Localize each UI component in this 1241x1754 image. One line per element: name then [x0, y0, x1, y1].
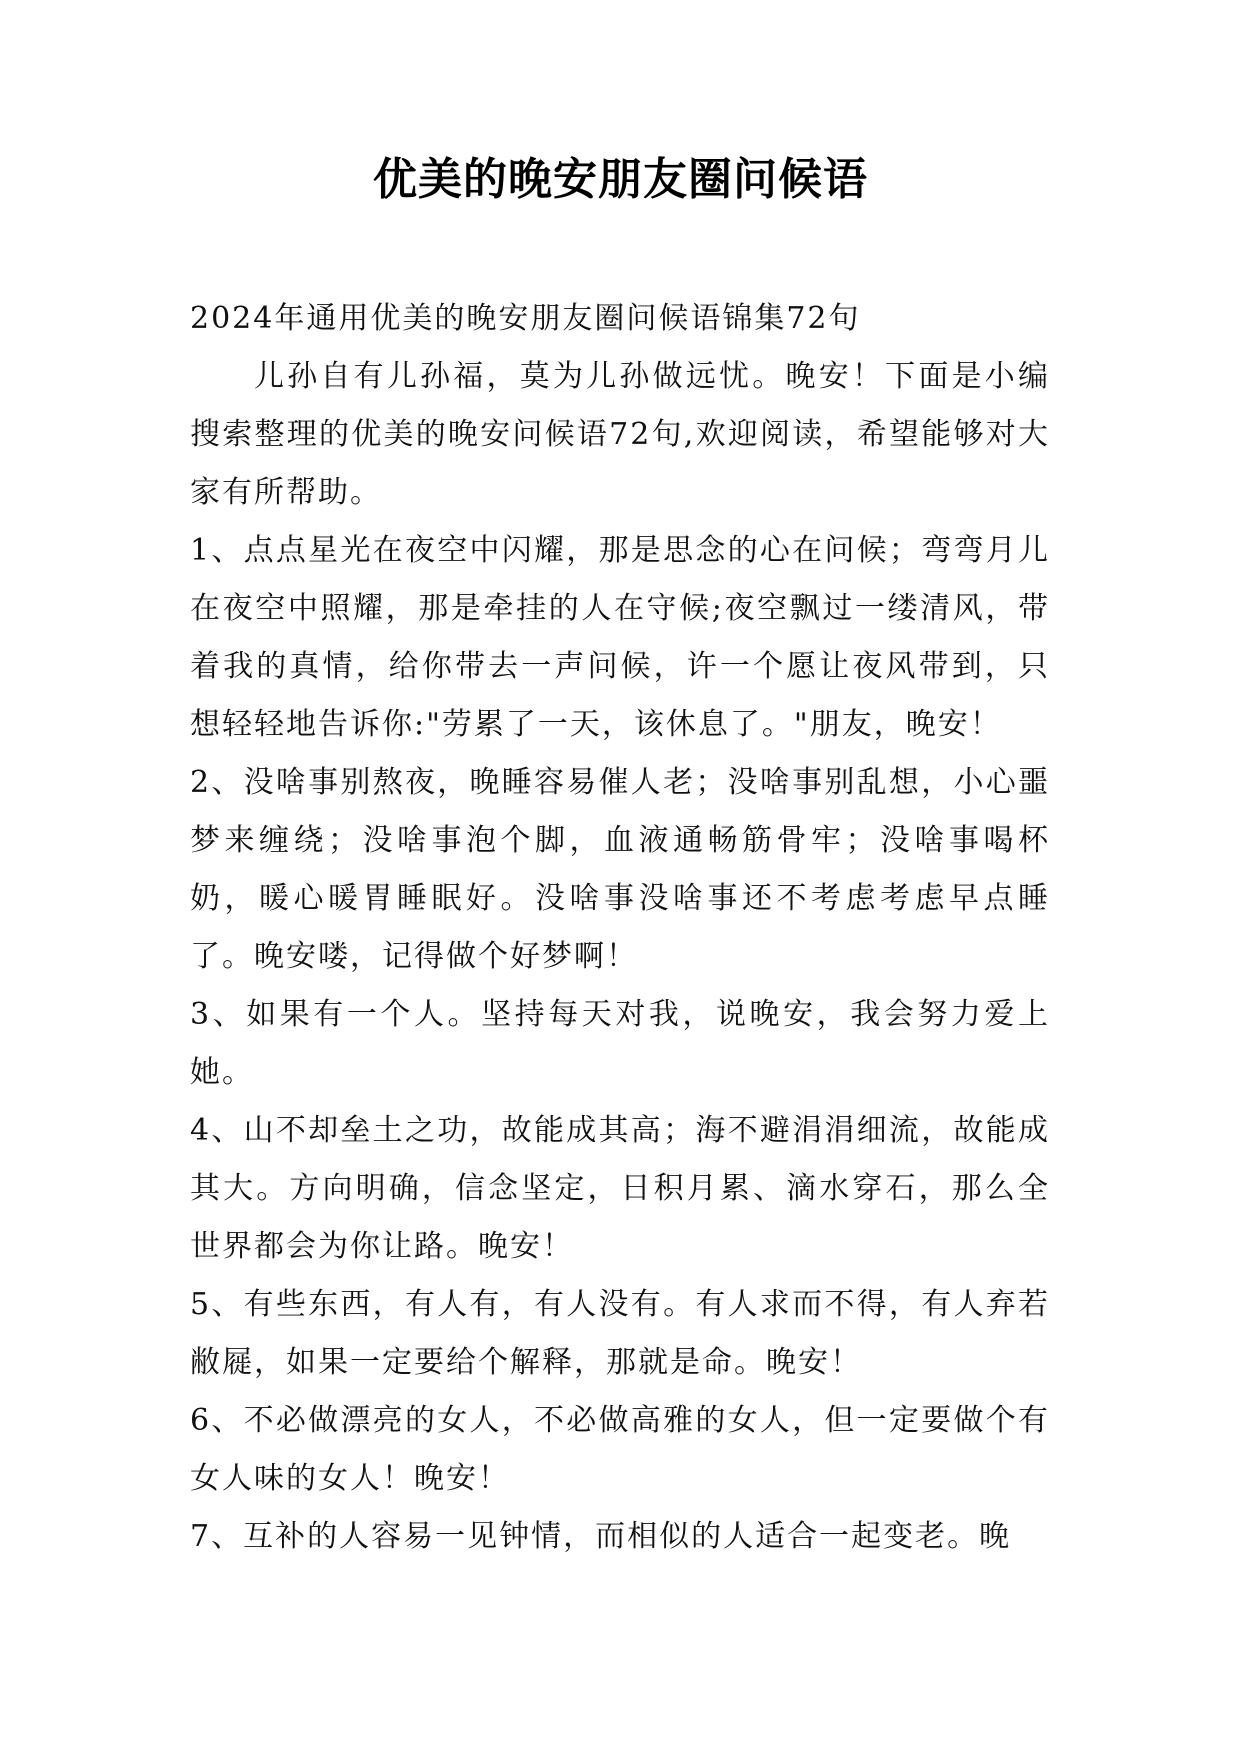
- list-item: 1、点点星光在夜空中闪耀，那是思念的心在问候；弯弯月儿在夜空中照耀，那是牵挂的人在守候;夜空飘过一缕清风，带着我的真情，给你带去一声问候，许一个愿让夜风带到，只想轻轻地告诉你:"劳累了一天，该休息了。"朋友，晚安！: [190, 533, 1050, 742]
- document-body: [190, 290, 1050, 1566]
- document-subtitle: 2024年通用优美的晚安朋友圈问候语锦集72句: [190, 301, 861, 336]
- list-item: 2、没啥事别熬夜，晚睡容易催人老；没啥事别乱想，小心噩梦来缠绕；没啥事泡个脚，血液通畅筋骨牢；没啥事喝杯奶，暖心暖胃睡眠好。没啥事没啥事还不考虑考虑早点睡了。晚安喽，记得做个好梦啊！: [190, 765, 1050, 974]
- list-item: 3、如果有一个人。坚持每天对我，说晚安，我会努力爱上她。: [190, 997, 1050, 1090]
- list-item: 5、有些东西，有人有，有人没有。有人求而不得，有人弃若敝屣，如果一定要给个解释，那就是命。晚安！: [190, 1287, 1050, 1380]
- list-item: 7、互补的人容易一见钟情，而相似的人适合一起变老。晚: [190, 1519, 1012, 1554]
- list-item: 4、山不却垒土之功，故能成其高；海不避涓涓细流，故能成其大。方向明确，信念坚定，日积月累、滴水穿石，那么全世界都会为你让路。晚安！: [190, 1113, 1050, 1264]
- intro-paragraph: 儿孙自有儿孙福，莫为儿孙做远忧。晚安！下面是小编搜索整理的优美的晚安问候语72句,欢迎阅读，希望能够对大家有所帮助。: [190, 359, 1050, 510]
- document-title: 优美的晚安朋友圈问候语: [373, 154, 868, 205]
- list-item: 6、不必做漂亮的女人，不必做高雅的女人，但一定要做个有女人味的女人！晚安！: [190, 1403, 1050, 1496]
